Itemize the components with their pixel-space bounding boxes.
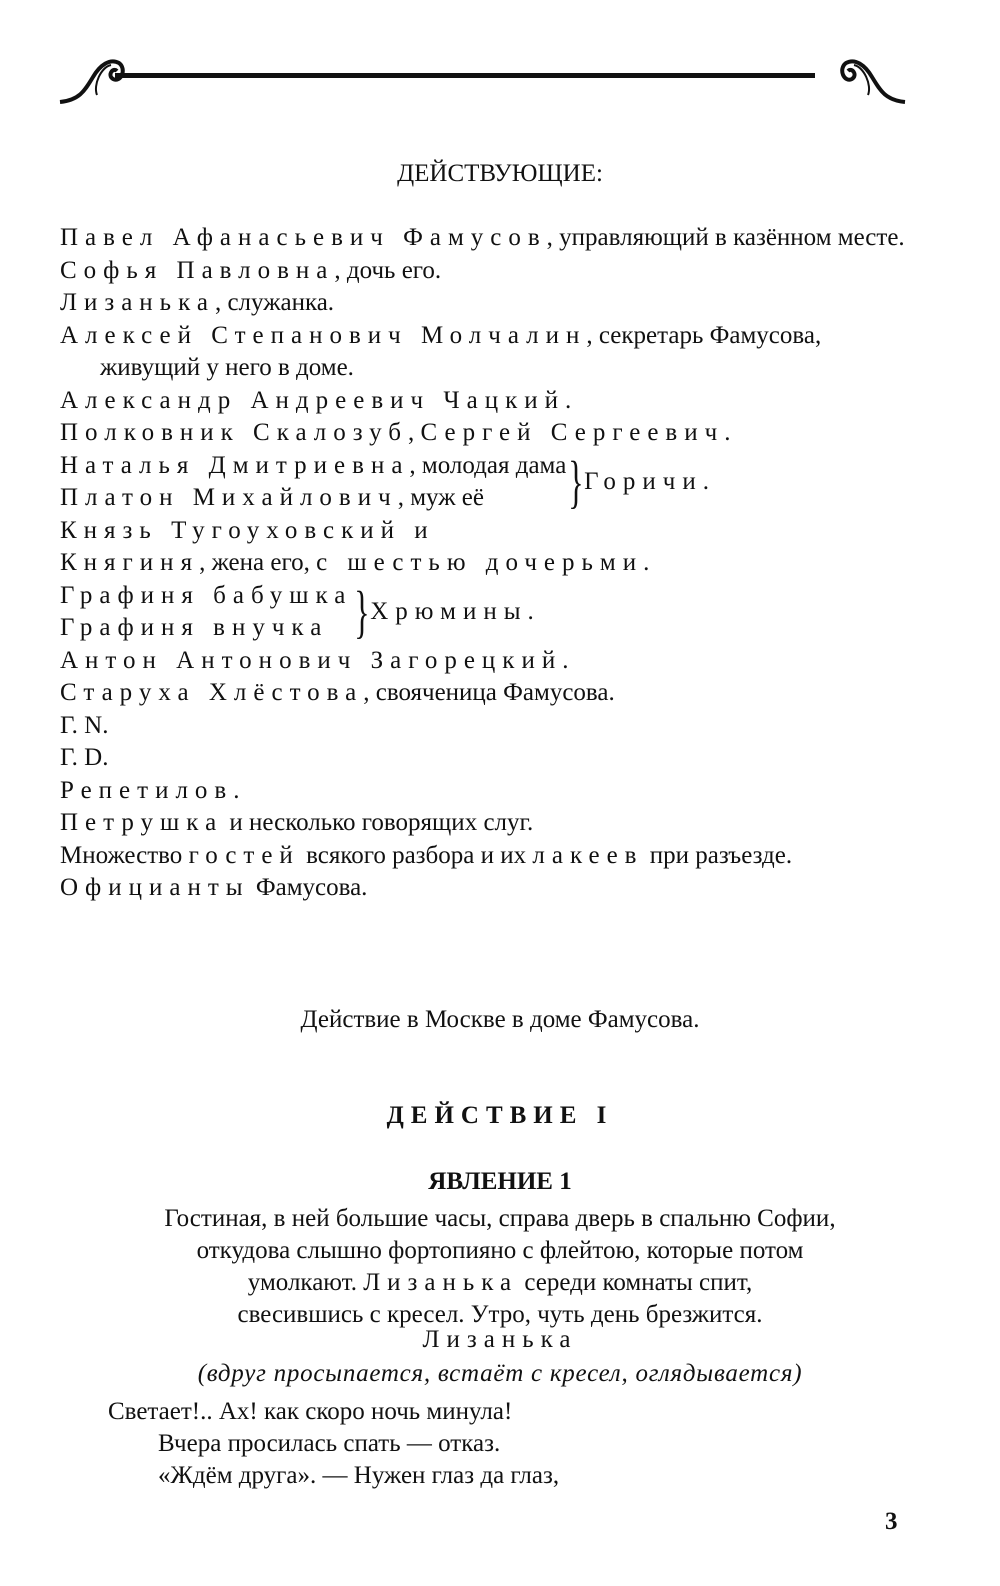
character-name: Графиня бабушка — [60, 581, 353, 609]
description-text: , секретарь Фамусова, живущий у него в доме. — [100, 321, 822, 381]
stage-direction-line — [0, 1267, 1000, 1299]
character-name: Алексей Степанович Молчалин — [60, 321, 587, 349]
character-name: Официанты — [60, 874, 250, 901]
description-text: свесившись с кресел. Утро, чуть день брезжится. — [237, 1301, 763, 1328]
cast-entry — [60, 742, 910, 775]
cast-entry — [60, 872, 910, 905]
stage-direction — [0, 1203, 1000, 1331]
character-name: Графиня внучка — [60, 614, 329, 641]
group-label: Горичи. — [584, 467, 716, 495]
description-text: , свояченица Фамусова. — [363, 679, 615, 706]
speaker-direction: (вдруг просыпается, встаёт с кресел, оглядывается) — [197, 1360, 803, 1387]
character-name: Наталья Дмитриевна — [60, 451, 410, 479]
group-label: Хрюмины. — [370, 597, 541, 625]
description-text: при разъезде. — [643, 841, 793, 869]
description-text: середи комнаты спит, — [518, 1269, 753, 1296]
act-title: ДЕЙСТВИЕ I — [386, 1102, 614, 1129]
verse-line: «Ждём друга». — Нужен глаз да глаз, — [158, 1462, 560, 1489]
cast-entry — [60, 807, 910, 840]
description-text: Гостиная, в ней большие часы, справа дверь в спальню Софии, — [164, 1205, 836, 1232]
cast-entry — [60, 840, 910, 873]
cast-entry — [60, 775, 910, 808]
brace-icon: } — [354, 579, 370, 644]
cast-entry — [60, 547, 910, 580]
cast-entry — [60, 320, 910, 385]
description-text: , жена его, — [199, 549, 317, 576]
description-text: , муж её — [397, 484, 484, 511]
header-ornament — [55, 55, 910, 115]
ornament-rule — [115, 73, 815, 78]
cast-entry — [60, 255, 910, 288]
description-text: умолкают. — [247, 1269, 364, 1296]
description-text: Г. N. — [60, 711, 109, 739]
page-number: 3 — [885, 1508, 898, 1535]
description-text: , молодая дама — [409, 451, 567, 479]
cast-entry — [60, 515, 910, 548]
character-name: Старуха Хлёстова — [60, 679, 364, 706]
verse-line: Вчера просилась спать — отказ. — [158, 1430, 501, 1457]
stage-direction-line — [0, 1235, 1000, 1267]
description-text: Фамусова. — [249, 874, 368, 901]
stage-direction-line — [0, 1203, 1000, 1235]
cast-entry — [60, 710, 910, 743]
character-name: Антон Антонович Загорецкий. — [60, 646, 576, 674]
cast-entry — [60, 580, 352, 613]
cast-group — [60, 580, 910, 645]
description-text: , управляющий в казённом месте. — [546, 224, 905, 251]
character-name: Репетилов. — [60, 776, 247, 804]
description-text: откудова слышно фортопияно с флейтою, которые потом — [196, 1237, 804, 1264]
scene-title: ЯВЛЕНИЕ 1 — [428, 1168, 572, 1195]
character-name: Павел Афанасьевич Фамусов — [60, 224, 547, 251]
cast-entry — [60, 677, 910, 710]
cast-group — [60, 450, 910, 515]
brace-icon: } — [568, 449, 584, 514]
cast-title: ДЕЙСТВУЮЩИЕ: — [397, 160, 603, 187]
character-name: Петрушка — [60, 809, 224, 836]
speaker-name: Лизанька — [422, 1326, 578, 1353]
cast-entry — [60, 287, 910, 320]
character-name: Платон Михайлович — [60, 484, 398, 511]
cast-entry — [60, 482, 566, 515]
character-name: Сергей Сергеевич. — [420, 419, 738, 446]
description-text: , служанка. — [214, 289, 335, 316]
character-name: Полковник Скалозуб — [60, 419, 409, 446]
cast-entry — [60, 612, 352, 645]
character-name: Лизанька — [363, 1269, 519, 1296]
description-text: всякого разбора и их — [299, 841, 533, 869]
cast-entry — [60, 385, 910, 418]
cast-list — [60, 222, 910, 905]
description-text: , дочь его. — [334, 256, 442, 284]
cast-entry — [60, 645, 910, 678]
character-name: лакеев — [532, 841, 644, 869]
character-name: Князь Тугоуховский и — [60, 516, 435, 544]
character-name: гостей — [188, 841, 300, 869]
description-text: , — [408, 419, 421, 446]
setting-note: Действие в Москве в доме Фамусова. — [300, 1006, 700, 1033]
description-text: Г. D. — [60, 744, 109, 771]
description-text: и несколько говорящих слуг. — [223, 809, 534, 836]
character-name: Софья Павловна — [60, 256, 335, 284]
character-name: Лизанька — [60, 289, 215, 316]
description-text: Множество — [60, 841, 189, 869]
character-name: с шестью дочерьми. — [316, 549, 657, 576]
verse-line: Светает!.. Ах! как скоро ночь минула! — [108, 1398, 513, 1425]
right-scroll-icon — [842, 61, 905, 102]
character-name: Княгиня — [60, 549, 200, 576]
cast-entry — [60, 417, 910, 450]
left-scroll-icon — [60, 61, 123, 102]
cast-entry — [60, 222, 910, 255]
cast-entry — [60, 450, 566, 483]
character-name: Александр Андреевич Чацкий. — [60, 386, 579, 414]
